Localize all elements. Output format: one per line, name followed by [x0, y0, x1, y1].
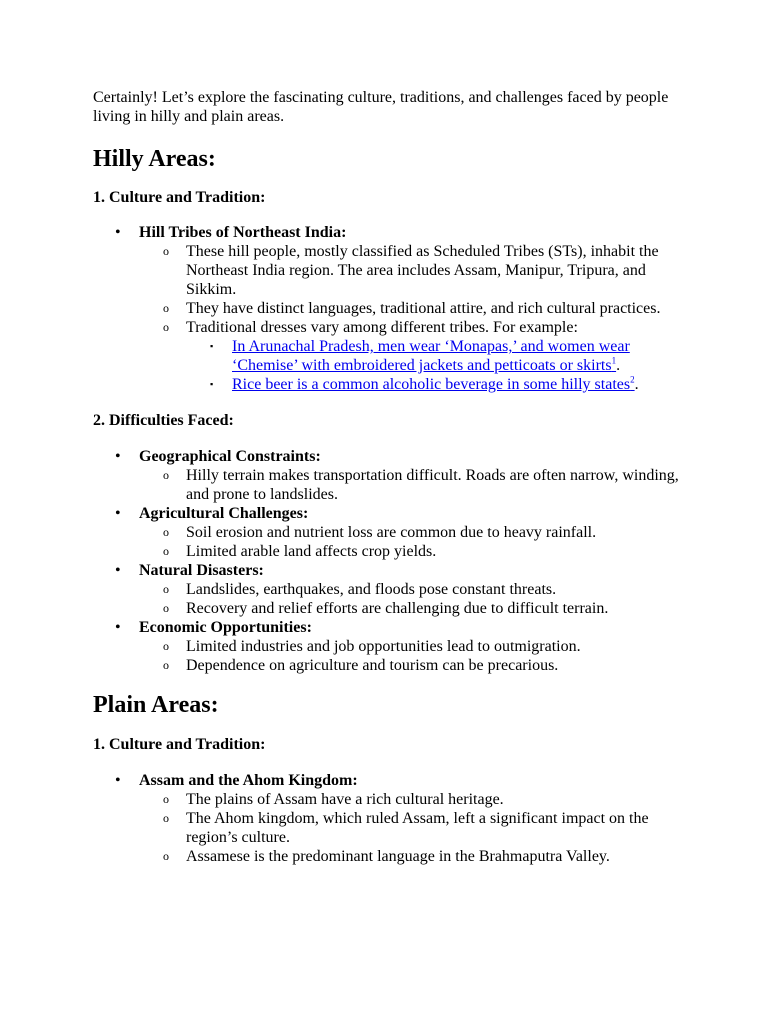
bullet-icon: •: [115, 562, 121, 579]
sub-list-item-text: Recovery and relief efforts are challenging due to difficult terrain.: [186, 600, 609, 617]
circle-bullet-icon: o: [163, 544, 169, 558]
sub-list-item: [139, 847, 683, 866]
bullet-icon: •: [115, 505, 121, 522]
example-link-rice-beer[interactable]: Rice beer is a common alcoholic beverage in some hilly states$^2$: [232, 374, 635, 393]
sub-list: [139, 242, 683, 394]
sub-list-item-text: Limited arable land affects crop yields.: [186, 543, 437, 560]
list-item: [93, 447, 683, 504]
sub-list-item: [139, 318, 683, 394]
sub-list-item: [139, 580, 683, 599]
circle-bullet-icon: o: [163, 811, 169, 825]
sub-list-item-text: Traditional dresses vary among different tribes. For example:: [186, 319, 578, 336]
footnote-ref-1[interactable]: 1: [611, 355, 617, 366]
list-item: [93, 223, 683, 394]
hilly-culture-heading: 1. Culture and Tradition:: [93, 189, 266, 206]
bullet-icon: •: [115, 772, 121, 789]
sub-list-item-text: Limited industries and job opportunities lead to outmigration.: [186, 638, 581, 655]
circle-bullet-icon: o: [163, 582, 169, 596]
sub-list: [139, 637, 683, 675]
list-item: [93, 504, 683, 561]
example-list: [186, 337, 683, 394]
list-item-title: Hill Tribes of Northeast India:: [139, 224, 347, 241]
square-bullet-icon: ▪: [210, 379, 214, 389]
sub-list: [139, 790, 683, 866]
sub-list-item-text: Soil erosion and nutrient loss are common due to heavy rainfall.: [186, 524, 597, 541]
list-item-title: Natural Disasters:: [139, 562, 264, 579]
circle-bullet-icon: o: [163, 320, 169, 334]
sub-list-item: [139, 599, 683, 618]
sub-list-item: [139, 790, 683, 809]
circle-bullet-icon: o: [163, 849, 169, 863]
difficulties-heading: 2. Difficulties Faced:: [93, 412, 234, 429]
ahom-list: [93, 771, 683, 866]
sub-list-item-text: The Ahom kingdom, which ruled Assam, left a significant impact on the region’s culture.: [186, 810, 649, 846]
document-content: [93, 88, 683, 866]
circle-bullet-icon: o: [163, 468, 169, 482]
sub-list-item: [139, 523, 683, 542]
circle-bullet-icon: o: [163, 601, 169, 615]
square-bullet-icon: ▪: [210, 341, 214, 351]
plain-culture-heading: 1. Culture and Tradition:: [93, 736, 266, 753]
hilly-areas-heading: Hilly Areas:: [93, 146, 216, 172]
circle-bullet-icon: o: [163, 301, 169, 315]
sub-list: [139, 466, 683, 504]
list-item-title: Geographical Constraints:: [139, 448, 321, 465]
sub-list-item: [139, 809, 683, 847]
bullet-icon: •: [115, 448, 121, 465]
list-item-title: Agricultural Challenges:: [139, 505, 309, 522]
bullet-icon: •: [115, 224, 121, 241]
sub-list-item-text: Assamese is the predominant language in the Brahmaputra Valley.: [186, 848, 610, 865]
list-item: [93, 771, 683, 866]
sub-list-item: [139, 466, 683, 504]
sub-list-item-text: They have distinct languages, traditional attire, and rich cultural practices.: [186, 300, 661, 317]
sub-list-item: [139, 656, 683, 675]
difficulties-list: [93, 447, 683, 675]
bullet-icon: •: [115, 619, 121, 636]
sub-list-item-text: The plains of Assam have a rich cultural heritage.: [186, 791, 504, 808]
plain-areas-heading: Plain Areas:: [93, 692, 219, 718]
example-item: ▪ In Arunachal Pradesh, men wear ‘Monapas,’ and women wear ‘Chemise’ with embroidered jackets and petticoats or skirts$^1$.: [210, 338, 630, 374]
circle-bullet-icon: o: [163, 639, 169, 653]
sub-list-item-text: Landslides, earthquakes, and floods pose constant threats.: [186, 581, 557, 598]
circle-bullet-icon: o: [163, 525, 169, 539]
list-item-title: Assam and the Ahom Kingdom:: [139, 772, 358, 789]
intro-paragraph: Certainly! Let’s explore the fascinating culture, traditions, and challenges faced by people living in hilly and plain areas.: [93, 89, 669, 125]
circle-bullet-icon: o: [163, 792, 169, 806]
list-item-title: Economic Opportunities:: [139, 619, 312, 636]
example-link-monapas[interactable]: In Arunachal Pradesh, men wear ‘Monapas,’ and women wear ‘Chemise’ with embroidered jackets and petticoats or skirts$^1$: [232, 338, 630, 374]
example-item: ▪ Rice beer is a common alcoholic beverage in some hilly states$^2$.: [210, 374, 639, 393]
list-item: [93, 618, 683, 675]
sub-list-item: [139, 242, 683, 299]
sub-list: [139, 523, 683, 561]
sub-list: [139, 580, 683, 618]
sub-list-item: [139, 637, 683, 656]
sub-list-item: [139, 542, 683, 561]
sub-list-item: [139, 299, 683, 318]
circle-bullet-icon: o: [163, 658, 169, 672]
hill-tribes-list: [93, 223, 683, 394]
sub-list-item-text: These hill people, mostly classified as Scheduled Tribes (STs), inhabit the Northeast India region. The area includes Assam, Manipur, Tripura, and Sikkim.: [186, 243, 659, 298]
sub-list-item-text: Dependence on agriculture and tourism can be precarious.: [186, 657, 559, 674]
circle-bullet-icon: o: [163, 244, 169, 258]
footnote-ref-2[interactable]: 2: [630, 374, 635, 385]
sub-list-item-text: Hilly terrain makes transportation difficult. Roads are often narrow, winding, and prone to landslides.: [186, 467, 679, 503]
list-item: [93, 561, 683, 618]
